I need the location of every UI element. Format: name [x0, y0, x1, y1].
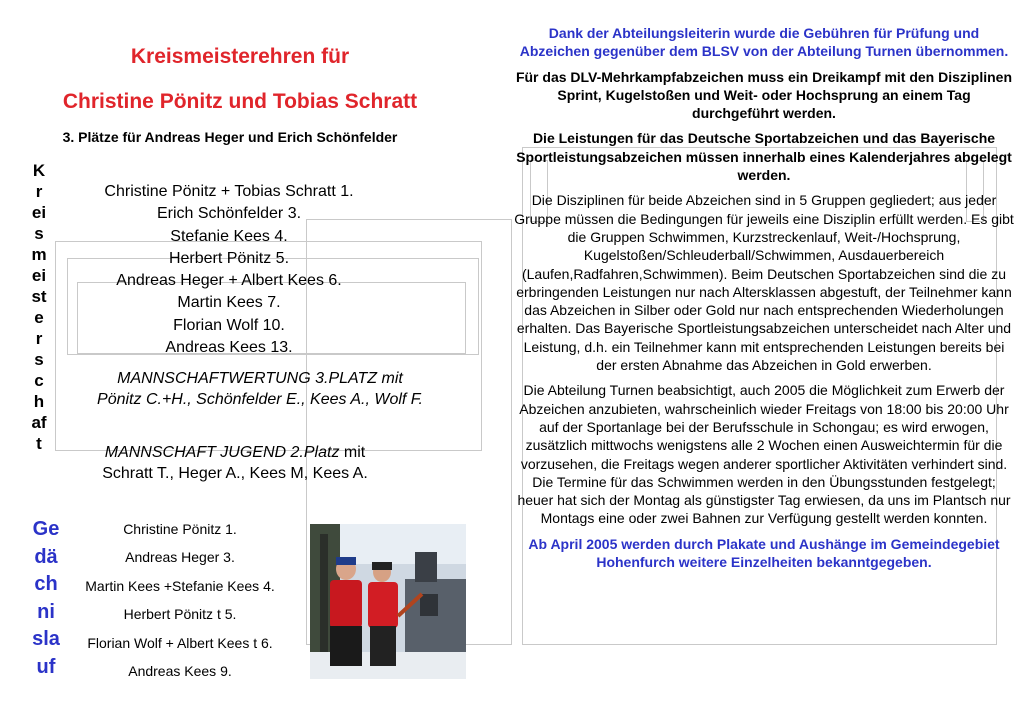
team-result-2-title: MANNSCHAFT JUGEND 2.Platz	[104, 444, 340, 461]
vertical-letter: r	[35, 329, 43, 348]
gedaechtnislauf-results	[60, 515, 300, 685]
vertical-letter: af	[31, 413, 47, 432]
vertical-letter: dä	[34, 545, 58, 568]
announcement-note: Ab April 2005 werden durch Plakate und Aushänge im Gemeindegebiet Hohenfurch weitere Einzelheiten bekanntgegeben.	[528, 535, 1000, 571]
result-line: Christine Pönitz 1.	[123, 521, 237, 537]
dlv-requirements: Für das DLV-Mehrkampfabzeichen muss ein Dreikampf mit den Disziplinen Sprint, Kugelstoßen und Weit- oder Hochsprung an einem Tag durchgeführt werden.	[515, 68, 1013, 122]
vertical-letter: r	[35, 182, 43, 201]
result-line: Florian Wolf + Albert Kees t 6.	[87, 634, 273, 651]
vertical-letter: ei	[31, 266, 47, 285]
vertical-letter: ei	[31, 203, 47, 222]
schedule-paragraph: Die Abteilung Turnen beabsichtigt, auch 2005 die Möglichkeit zum Erwerb der Abzeichen anzubieten, wahrscheinlich wieder Freitags von 18:00 bis 20:00 Uhr auf der Sportanlage bei der Berufsschule in Schongau; es wird erwogen, zusätzlich mittwochs wenigstens alle 2 Wochen einen Ausweichtermin für die vorzusehen, die Freitags wegen anderer sportlicher Aktivitäten verhindert sind. Die Termine für das Schwimmen werden in den Übungsstunden festgelegt; heuer hat sich der Montag als günstigster Tag erwiesen, da uns im Plantsch nur Montags eine oder zwei Bahnen zur Verfügung gestellt werden konnten.	[517, 382, 1011, 527]
team-result-1	[55, 368, 465, 410]
result-line: Herbert Pönitz 5.	[168, 249, 290, 267]
vertical-letter: st	[31, 287, 47, 306]
kreismeisterschaft-results	[58, 181, 400, 359]
team-result-1-suffix: mit	[377, 370, 403, 387]
vertical-letter: t	[36, 434, 42, 453]
vertical-letter: uf	[36, 655, 56, 678]
result-line: Christine Pönitz + Tobias Schratt 1.	[104, 183, 354, 200]
result-line: Martin Kees 7.	[177, 294, 281, 312]
result-line: Andreas Kees 13.	[165, 339, 293, 357]
vertical-letter: h	[33, 392, 45, 411]
heading-line-2: Christine Pönitz und Tobias Schratt	[62, 90, 418, 113]
vertical-title-kreismeisterschaft	[22, 160, 56, 454]
result-line: Andreas Heger 3.	[125, 549, 235, 566]
team-result-1-members: Pönitz C.+H., Schönfelder E., Kees A., Wolf F.	[97, 391, 423, 408]
team-result-2	[55, 442, 415, 484]
fee-note: Dank der Abteilungsleiterin wurde die Gebühren für Prüfung und Abzeichen gegenüber dem BLSV von der Abteilung Turnen übernommen.	[519, 25, 1009, 60]
result-line: Andreas Kees 9.	[128, 663, 232, 680]
vertical-letter: m	[31, 245, 47, 264]
vertical-letter: c	[34, 371, 44, 390]
vertical-letter: K	[32, 161, 46, 180]
sportabzeichen-info	[514, 24, 1014, 578]
result-line: Stefanie Kees 4.	[170, 227, 288, 245]
subheading: 3. Plätze für Andreas Heger und Erich Schönfelder	[62, 129, 398, 145]
vertical-letter: sla	[32, 628, 60, 650]
heading-line-1: Kreismeisterehren für	[130, 45, 350, 68]
team-result-1-title: MANNSCHAFTWERTUNG 3.PLATZ	[117, 370, 378, 387]
calendar-year-note: Die Leistungen für das Deutsche Sportabzeichen und das Bayerische Sportleistungsabzeichen müssen innerhalb eines Kalenderjahres abgelegt werden.	[516, 130, 1012, 184]
disciplines-paragraph: Die Disziplinen für beide Abzeichen sind in 5 Gruppen gegliedert; aus jeder Gruppe müssen die Bedingungen für jeweils eine Disziplin erfüllt werden. Es gibt die Gruppen Schwimmen, Kurzstreckenlauf, Weit-/Hochsprung, Kugelstoßen/Schleuderball/Schwimmen, Ausdauerbereich (Laufen,Radfahren,Schwimmen). Beim Deutschen Sportabzeichen sind die zu erbringenden Leistungen nur nach Altersklassen abgestuft, der Teilnehmer kann das Abzeichen in Silber oder Gold nur nach entsprechenden Wiederholungen erhalten. Das Bayerische Sportleistungsabzeichen unterscheidet nach Alter und Leistung, d.h. ein Teilnehmer kann mit entsprechenden Leistungen bereits bei der ersten Abnahme das Abzeichen in Gold erwerben.	[514, 192, 1014, 374]
vertical-letter: s	[34, 224, 44, 243]
vertical-letter: ch	[34, 573, 58, 595]
vertical-letter: e	[34, 308, 44, 327]
result-line: Erich Schönfelder 3.	[156, 205, 302, 223]
result-line: Martin Kees +Stefanie Kees 4.	[85, 577, 275, 594]
team-result-2-members: Schratt T., Heger A., Kees M, Kees A.	[102, 465, 368, 482]
vertical-letter: s	[34, 350, 44, 369]
vertical-letter: ni	[37, 600, 55, 623]
result-line: Florian Wolf 10.	[173, 316, 285, 334]
result-line: Herbert Pönitz t 5.	[123, 606, 237, 623]
team-result-2-suffix: mit	[339, 444, 366, 461]
result-line: Andreas Heger + Albert Kees 6.	[116, 272, 342, 290]
vertical-letter: Ge	[32, 518, 60, 540]
ski-photo	[310, 524, 466, 679]
